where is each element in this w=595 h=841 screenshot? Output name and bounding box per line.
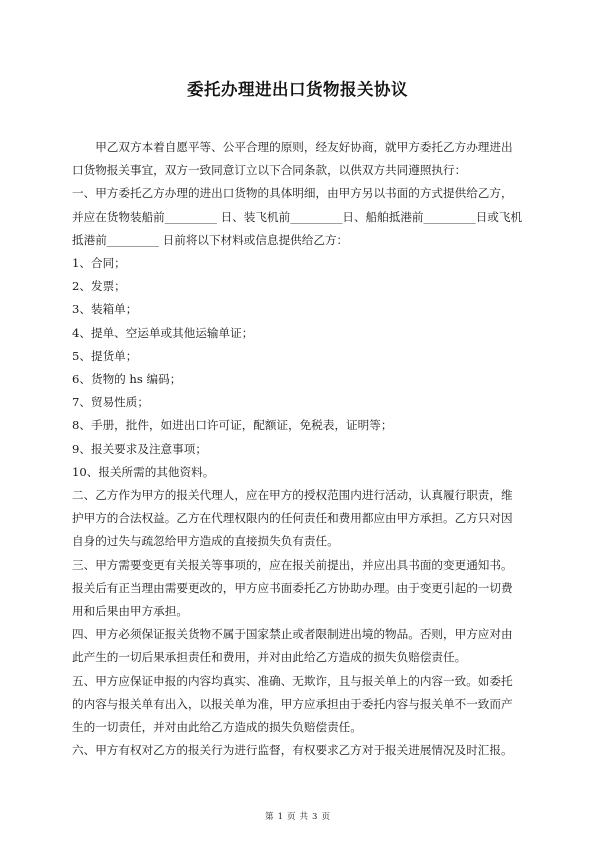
list-item: 6、货物的 hs 编码； — [72, 372, 182, 387]
intro-paragraph: 甲乙双方本着自愿平等、公平合理的原则，经友好协商，就甲方委托乙方办理进出口货物报关事宜，双方一致同意订立以下合同条款，以供双方共同遵照执行： — [72, 140, 513, 178]
clause-1 — [72, 182, 524, 252]
page-footer — [0, 810, 595, 822]
document-body — [72, 136, 524, 762]
list-item: 3、装箱单； — [72, 302, 138, 317]
list-item: 9、报关要求及注意事项； — [72, 441, 207, 456]
ship-days-blank: _________ — [164, 209, 217, 224]
clause-5: 五、甲方应保证申报的内容均真实、准确、无欺诈，且与报关单上的内容一致。如委托的内容与报关单有出入，以报关单为准，甲方应承担由于委托内容与报关单不一致而产生的一切责任，并对由此给乙方造成的损失负赔偿责任。 — [72, 673, 513, 735]
clause-6: 六、甲方有权对乙方的报关行为进行监督，有权要求乙方对于报关进展情况及时汇报。 — [72, 743, 513, 758]
total-pages: 3 — [312, 812, 318, 822]
list-item: 2、发票； — [72, 279, 126, 294]
clause-1-text-b: 日、装飞机前 — [216, 209, 291, 224]
list-item: 1、合同； — [72, 256, 126, 271]
clause-3: 三、甲方需要变更有关报关等事项的，应在报关前提出，并应出具书面的变更通知书。报关后有正当理由需要更改的，甲方应书面委托乙方协助办理。由于变更引起的一切费用和后果由甲方承担。 — [72, 557, 513, 619]
clause-1-text-a: 一、甲方委托乙方办理的进出口货物的具体明细，由甲方另以书面的方式提供给乙方，并应在货物装船前 — [72, 186, 513, 224]
footer-di: 第 — [265, 812, 274, 822]
plane-days-blank: _________ — [290, 209, 343, 224]
clause-4: 四、甲方必须保证报关货物不属于国家禁止或者限制进出境的物品。否则，甲方应对由此产生的一切后果承担责任和费用，并对由此给乙方造成的损失负赔偿责任。 — [72, 627, 513, 665]
footer-gong: 共 — [299, 812, 309, 822]
list-item: 7、贸易性质； — [72, 395, 149, 410]
clause-1-text-c: 日、船舶抵港前 — [342, 209, 424, 224]
plane-arrival-days-blank: _________ — [106, 232, 159, 247]
vessel-arrival-days-blank: _________ — [423, 209, 476, 224]
document-title: 委托办理进出口货物报关协议 — [187, 80, 408, 99]
footer-ye: 页 — [286, 812, 296, 822]
clause-1-text-d: 日或飞机抵港前 — [72, 209, 523, 247]
clause-1-text-e: 日前将以下材料或信息提供给乙方： — [158, 232, 349, 247]
footer-ye2: 页 — [321, 812, 330, 822]
page-number: 1 — [277, 812, 283, 822]
list-item: 8、手册，批件，如进出口许可证，配额证，免税表，证明等； — [72, 418, 393, 433]
list-item: 5、提货单； — [72, 348, 138, 363]
clause-2: 二、乙方作为甲方的报关代理人，应在甲方的授权范围内进行活动，认真履行职责，维护甲方的合法权益。乙方在代理权限内的任何责任和费用都应由甲方承担。乙方只对因自身的过失与疏忽给甲方造成的直接损失负有责任。 — [72, 488, 513, 549]
list-item: 4、提单、空运单或其他运输单证； — [72, 325, 254, 340]
list-item: 10、报关所需的其他资料。 — [72, 464, 215, 479]
